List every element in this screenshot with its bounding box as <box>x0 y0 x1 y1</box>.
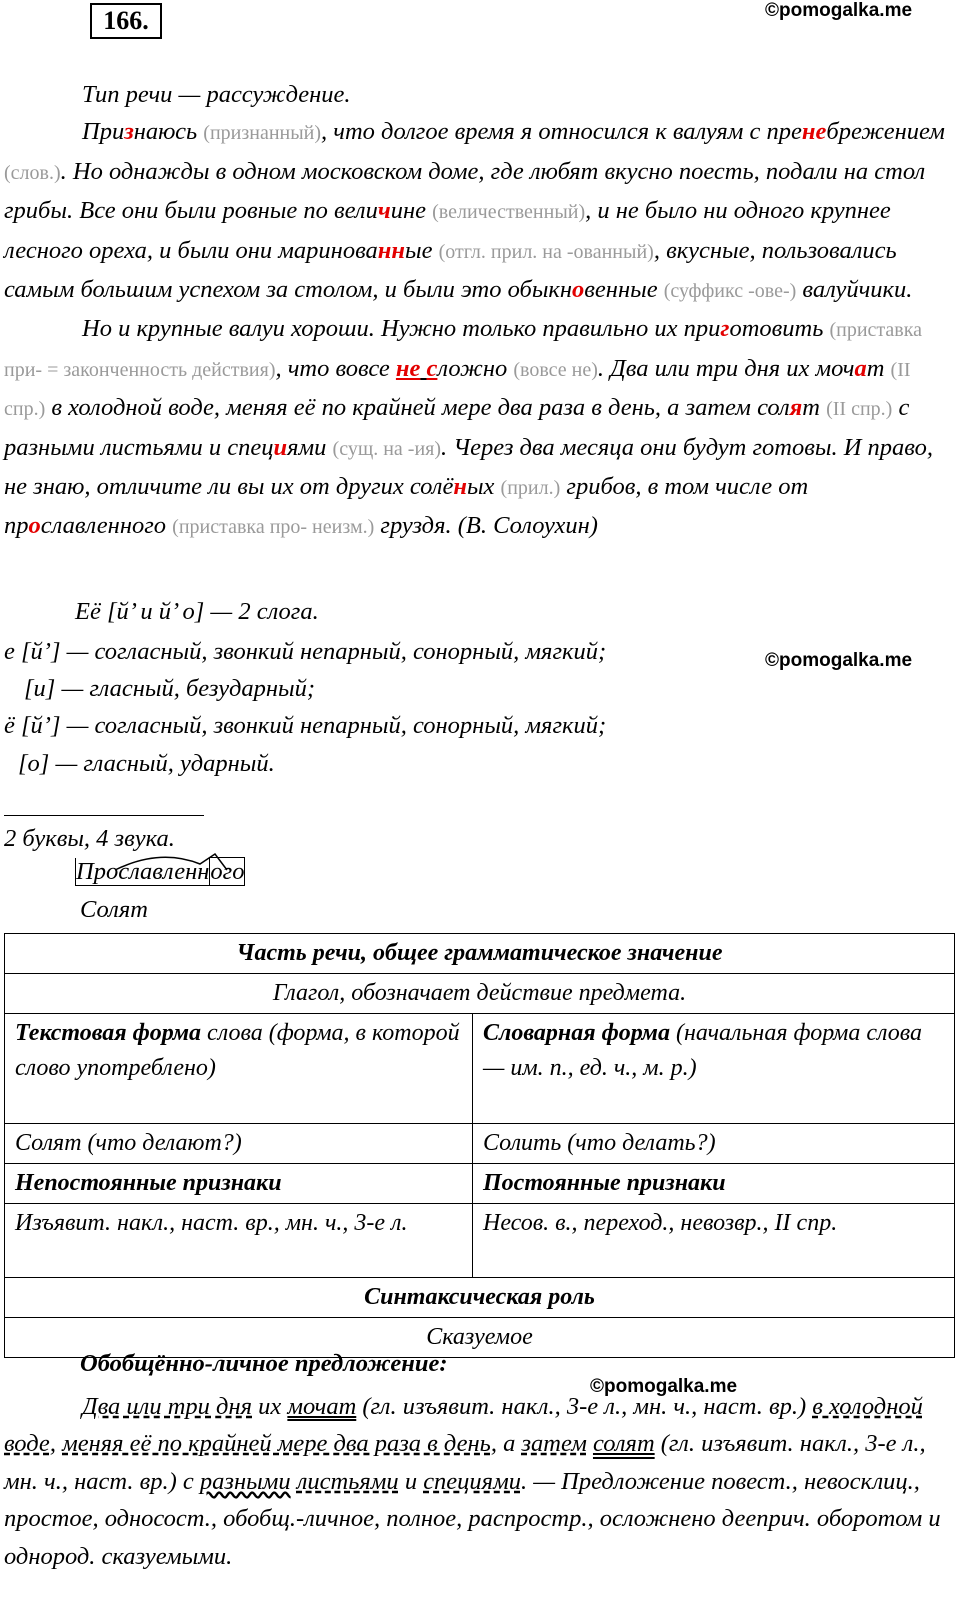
parse-word: Солят <box>80 896 148 923</box>
table-dict-form-value: Солить (что делать?) <box>473 1124 955 1164</box>
table-dict-form: Словарная форма (начальная форма слова — им. п., ед. ч., м. р.) <box>473 1014 955 1124</box>
table-const-header: Постоянные признаки <box>473 1164 955 1204</box>
paragraph-1: Признаюсь (признанный), что долгое время я относился к валуям с пренебрежением (слов.). Но однажды в одном московском доме, где любят вкусно поесть, подали на стол грибы. Все они были ровные по величине (величественный), и не было ни одного крупнее лесного ореха, и были они маринованные (отгл. прил. на -ованный), вкусные, пользовались самым большим успехом за столом, и были это обыкновенные (суффикс -ове-) валуйчики. <box>4 118 945 304</box>
type-heading: Тип речи — рассуждение. <box>82 81 351 108</box>
text-block <box>4 76 954 547</box>
phonetic-line-2: е [й’] — согласный, звонкий непарный, сонорный, мягкий; <box>4 638 607 665</box>
watermark-2: ©pomogalka.me <box>765 650 913 671</box>
divider <box>4 815 204 816</box>
paragraph-2: Но и крупные валуи хороши. Нужно только правильно их приготовить (приставка при- = законченность действия), что вовсе не сложно (вовсе не). Два или три дня их мочат (II спр.) в холодной воде, меняя её по крайней мере два раза в день, а затем солят (II спр.) с разными листьями и специями (сущ. на -ия). Через два месяца они будут готовы. И право, не знаю, отличите ли вы их от других солёных (прил.) грибов, в том числе от прославленного (приставка про- неизм.) груздя. (В. Солоухин) <box>4 315 933 540</box>
phonetic-line-5: [о] — гласный, ударный. <box>18 750 275 777</box>
watermark: ©pomogalka.me <box>765 0 913 21</box>
sentence-heading: Обобщённо-личное предложение: <box>80 1350 448 1377</box>
grammar-table <box>4 933 955 1358</box>
root-arc-icon <box>75 852 275 874</box>
table-pos-value: Глагол, обозначает действие предмета. <box>5 974 955 1014</box>
morphemic-parse <box>75 858 245 886</box>
sentence-analysis: Два или три дня их мочат (гл. изъявит. накл., 3-е л., мн. ч., наст. вр.) в холодной воде, меняя её по крайней мере два раза в день, а затем солят (гл. изъявит. накл., 3-е л., мн. ч., наст. вр.) с разными листьями и специями. — Предложение повест., невосклиц., простое, односост., обобщ.-личное, полное, распростр., осложнено дееприч. оборотом и однород. сказуемыми. <box>4 1393 941 1570</box>
word-stem: Прославленн <box>76 858 210 885</box>
table-text-form-value: Солят (что делают?) <box>5 1124 473 1164</box>
watermark-3: ©pomogalka.me <box>590 1376 738 1397</box>
table-header-pos: Часть речи, общее грамматическое значение <box>5 934 955 974</box>
phonetic-line-4: ё [й’] — согласный, звонкий непарный, сонорный, мягкий; <box>4 712 607 739</box>
table-nonconst-header: Непостоянные признаки <box>5 1164 473 1204</box>
table-syntax-header: Синтаксическая роль <box>5 1278 955 1318</box>
phonetic-line-6: 2 буквы, 4 звука. <box>4 825 175 852</box>
table-const-value: Несов. в., переход., невозвр., II спр. <box>473 1204 955 1278</box>
table-text-form: Текстовая форма слова (форма, в которой слово употреблено) <box>5 1014 473 1124</box>
table-syntax-value: Сказуемое <box>5 1318 955 1358</box>
phonetic-line-1: Её [й’ и й’ о] — 2 слога. <box>75 598 319 625</box>
phonetic-line-3: [и] — гласный, безударный; <box>24 675 316 702</box>
word-ending: ого <box>210 858 245 885</box>
task-number: 166. <box>90 3 162 39</box>
table-nonconst-value: Изъявит. накл., наст. вр., мн. ч., 3-е л. <box>5 1204 473 1278</box>
